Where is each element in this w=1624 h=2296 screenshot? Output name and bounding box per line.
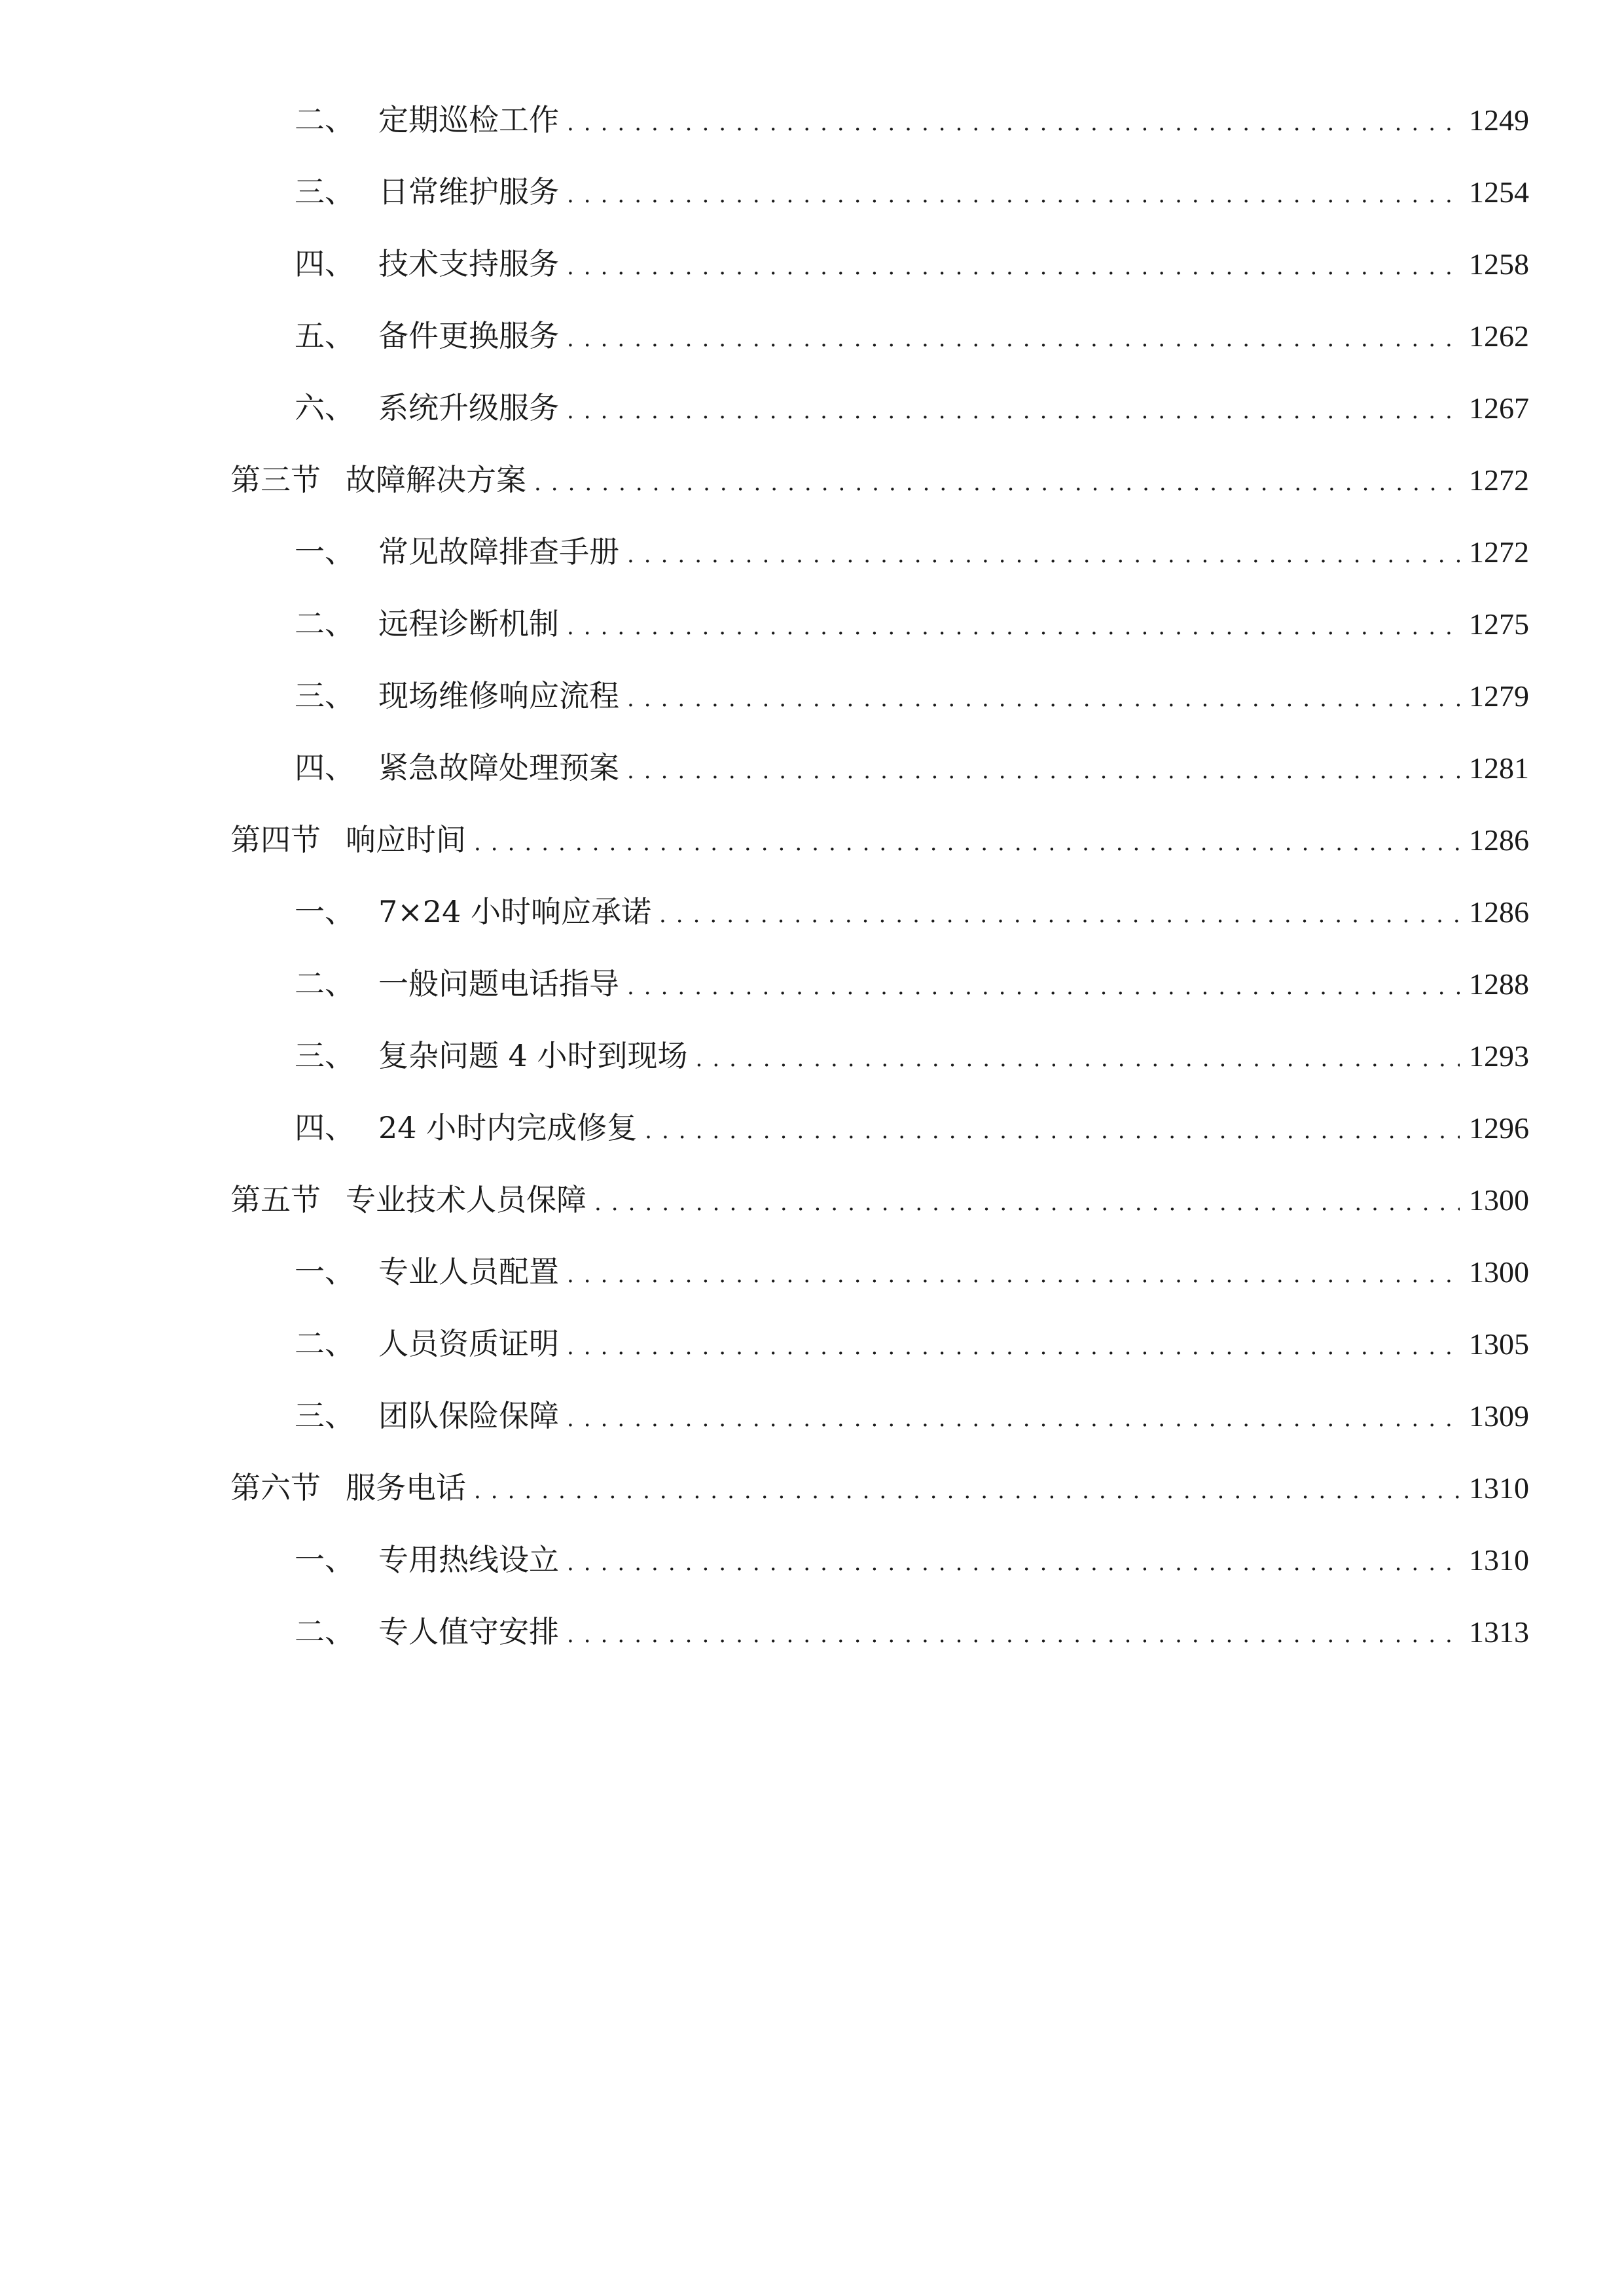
dot-leader: [567, 604, 1460, 650]
toc-section-title: 专业技术人员保障: [346, 1182, 586, 1217]
toc-entry[interactable]: [295, 169, 1529, 215]
toc-entry[interactable]: [295, 961, 1529, 1007]
dot-leader: [567, 172, 1460, 218]
toc-entry-title: 24 小时内完成修复: [378, 1110, 638, 1145]
dot-leader: [659, 892, 1460, 938]
toc-entry-title: 团队保险保障: [378, 1398, 559, 1433]
toc-entry-page-number: 1300: [1469, 1255, 1529, 1289]
toc-entry-number: 三、: [295, 678, 355, 713]
toc-entry-number: 五、: [295, 318, 355, 353]
dot-leader: [594, 1180, 1460, 1226]
toc-entry-title: 现场维修响应流程: [378, 678, 619, 713]
toc-entry[interactable]: [295, 241, 1529, 287]
toc-entry-number: 三、: [295, 1398, 355, 1433]
dot-leader: [567, 316, 1460, 362]
toc-entry[interactable]: [295, 1033, 1529, 1079]
toc-entry-page-number: 1288: [1469, 967, 1529, 1001]
toc-entry-number: 二、: [295, 1326, 355, 1361]
toc-entry[interactable]: [295, 529, 1529, 575]
toc-section-title: 故障解决方案: [346, 462, 526, 497]
toc-entry-page-number: 1267: [1469, 391, 1529, 425]
toc-entry-number: 四、: [295, 1110, 355, 1145]
toc-entry[interactable]: [295, 889, 1529, 935]
toc-entry-number: 二、: [295, 1614, 355, 1649]
toc-entry[interactable]: [295, 1609, 1529, 1655]
toc-entry-title: 一般问题电话指导: [378, 966, 619, 1001]
toc-entry[interactable]: [295, 673, 1529, 719]
toc-section-number: 第三节: [230, 462, 321, 497]
toc-entry-title: 紧急故障处理预案: [378, 750, 619, 785]
toc-entry[interactable]: [295, 1393, 1529, 1439]
toc-entry-page-number: 1305: [1469, 1327, 1529, 1361]
toc-entry[interactable]: [295, 601, 1529, 647]
toc-entry-title: 7×24 小时响应承诺: [378, 894, 651, 929]
toc-section-entry[interactable]: [230, 817, 1529, 863]
toc-section-title: 服务电话: [346, 1470, 466, 1505]
dot-leader: [567, 1612, 1460, 1658]
toc-entry[interactable]: [295, 97, 1529, 143]
dot-leader: [567, 1540, 1460, 1586]
dot-leader: [627, 676, 1460, 722]
toc-entry[interactable]: [295, 1249, 1529, 1295]
toc-entry-number: 三、: [295, 174, 355, 209]
toc-entry-title: 定期巡检工作: [378, 102, 559, 137]
toc-entry-page-number: 1281: [1469, 751, 1529, 785]
dot-leader: [567, 244, 1460, 290]
toc-entry-page-number: 1279: [1469, 679, 1529, 713]
toc-entry[interactable]: [295, 1105, 1529, 1151]
toc-entry[interactable]: [295, 745, 1529, 791]
toc-entry-page-number: 1300: [1469, 1183, 1529, 1217]
toc-entry-number: 四、: [295, 750, 355, 785]
toc-section-entry[interactable]: [230, 457, 1529, 503]
dot-leader: [627, 532, 1460, 578]
toc-entry[interactable]: [295, 313, 1529, 359]
toc-entry-page-number: 1310: [1469, 1543, 1529, 1577]
toc-entry-page-number: 1258: [1469, 247, 1529, 281]
toc-entry-page-number: 1313: [1469, 1615, 1529, 1649]
toc-section-number: 第四节: [230, 822, 321, 857]
toc-entry-number: 二、: [295, 102, 355, 137]
toc-section-title: 响应时间: [346, 822, 466, 857]
toc-entry-page-number: 1293: [1469, 1039, 1529, 1073]
toc-entry[interactable]: [295, 385, 1529, 431]
toc-entry-title: 系统升级服务: [378, 390, 559, 425]
toc-entry-number: 二、: [295, 966, 355, 1001]
toc-entry-number: 六、: [295, 390, 355, 425]
dot-leader: [567, 388, 1460, 434]
dot-leader: [696, 1036, 1460, 1082]
toc-entry-page-number: 1286: [1469, 895, 1529, 929]
toc-entry-page-number: 1262: [1469, 319, 1529, 353]
dot-leader: [534, 460, 1460, 506]
toc-entry-title: 复杂问题 4 小时到现场: [378, 1038, 688, 1073]
dot-leader: [645, 1108, 1460, 1154]
dot-leader: [474, 1468, 1460, 1514]
toc-entry-title: 日常维护服务: [378, 174, 559, 209]
toc-entry-page-number: 1275: [1469, 607, 1529, 641]
toc-entry-title: 远程诊断机制: [378, 606, 559, 641]
toc-entry-number: 四、: [295, 246, 355, 281]
toc-entry-number: 一、: [295, 534, 355, 569]
toc-entry[interactable]: [295, 1321, 1529, 1367]
toc-entry-title: 专人值守安排: [378, 1614, 559, 1649]
toc-entry-title: 专业人员配置: [378, 1254, 559, 1289]
toc-entry-title: 技术支持服务: [378, 246, 559, 281]
toc-entry-page-number: 1272: [1469, 535, 1529, 569]
toc-entry[interactable]: [295, 1537, 1529, 1583]
toc-entry-page-number: 1309: [1469, 1399, 1529, 1433]
dot-leader: [567, 1324, 1460, 1370]
dot-leader: [567, 1396, 1460, 1442]
toc-entry-page-number: 1286: [1469, 823, 1529, 857]
toc-entry-number: 一、: [295, 1542, 355, 1577]
toc-section-entry[interactable]: [230, 1465, 1529, 1511]
toc-entry-title: 备件更换服务: [378, 318, 559, 353]
toc-entry-page-number: 1296: [1469, 1111, 1529, 1145]
dot-leader: [627, 748, 1460, 794]
dot-leader: [474, 820, 1460, 866]
toc-section-number: 第五节: [230, 1182, 321, 1217]
dot-leader: [627, 964, 1460, 1010]
dot-leader: [567, 1252, 1460, 1298]
toc-entry-title: 常见故障排查手册: [378, 534, 619, 569]
toc-entry-page-number: 1272: [1469, 463, 1529, 497]
toc-entry-number: 二、: [295, 606, 355, 641]
toc-entry-number: 三、: [295, 1038, 355, 1073]
toc-entry-page-number: 1310: [1469, 1471, 1529, 1505]
toc-section-entry[interactable]: [230, 1177, 1529, 1223]
toc-entry-number: 一、: [295, 894, 355, 929]
toc-entry-title: 专用热线设立: [378, 1542, 559, 1577]
dot-leader: [567, 100, 1460, 146]
toc-entry-page-number: 1249: [1469, 103, 1529, 137]
toc-entry-title: 人员资质证明: [378, 1326, 559, 1361]
toc-entry-number: 一、: [295, 1254, 355, 1289]
toc-section-number: 第六节: [230, 1470, 321, 1505]
toc-entry-page-number: 1254: [1469, 175, 1529, 209]
